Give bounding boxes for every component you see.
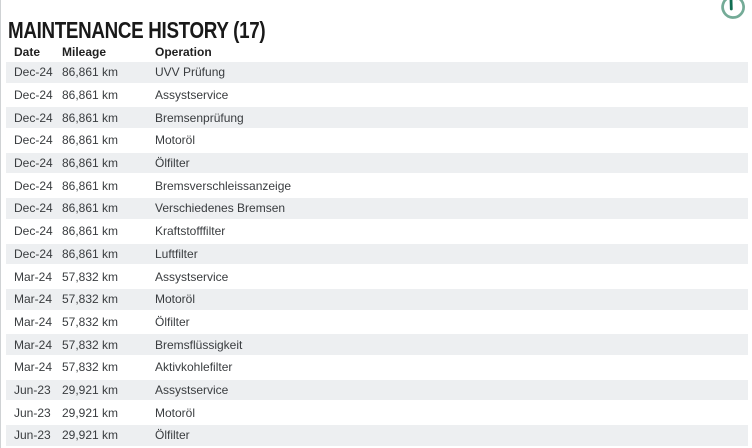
table-row bbox=[6, 425, 748, 448]
cell-mileage: 29,921 km bbox=[62, 382, 119, 397]
cell-mileage: 86,861 km bbox=[62, 224, 119, 239]
cell-date: Jun-23 bbox=[14, 428, 51, 443]
cell-operation: Assystservice bbox=[155, 88, 229, 103]
cell-mileage: 29,921 km bbox=[62, 428, 119, 443]
cell-mileage: 86,861 km bbox=[62, 133, 119, 148]
panel-left-border bbox=[0, 0, 1, 448]
table-row bbox=[6, 244, 748, 267]
table-row bbox=[6, 175, 748, 198]
cell-date: Jun-23 bbox=[14, 382, 51, 397]
cell-mileage: 86,861 km bbox=[62, 246, 119, 261]
table-row bbox=[6, 380, 748, 403]
cell-mileage: 57,832 km bbox=[62, 314, 119, 329]
cell-mileage: 86,861 km bbox=[62, 178, 119, 193]
cell-operation: Ölfilter bbox=[155, 156, 190, 171]
table-row bbox=[6, 153, 748, 176]
cell-date: Mar-24 bbox=[14, 337, 53, 352]
cell-mileage: 57,832 km bbox=[62, 269, 119, 284]
table-row bbox=[6, 334, 748, 357]
cell-operation: Motoröl bbox=[155, 133, 196, 148]
history-icon bbox=[718, 0, 748, 22]
cell-date: Dec-24 bbox=[14, 246, 53, 261]
table-body bbox=[6, 62, 748, 448]
cell-operation: Verschiedenes Bremsen bbox=[155, 201, 286, 216]
cell-date: Mar-24 bbox=[14, 269, 53, 284]
table-header bbox=[6, 44, 748, 60]
cell-operation: Assystservice bbox=[155, 382, 229, 397]
table-row bbox=[6, 221, 748, 244]
cell-date: Dec-24 bbox=[14, 65, 53, 80]
cell-date: Mar-24 bbox=[14, 314, 53, 329]
cell-operation: UVV Prüfung bbox=[155, 65, 226, 80]
cell-mileage: 57,832 km bbox=[62, 360, 119, 375]
cell-operation: Bremsenprüfung bbox=[155, 110, 244, 125]
column-header-mileage: Mileage bbox=[62, 45, 107, 59]
cell-mileage: 57,832 km bbox=[62, 337, 119, 352]
table-row bbox=[6, 312, 748, 335]
table-row bbox=[6, 107, 748, 130]
cell-date: Dec-24 bbox=[14, 156, 53, 171]
cell-operation: Kraftstofffilter bbox=[155, 224, 226, 239]
column-header-date: Date bbox=[14, 45, 41, 59]
cell-mileage: 86,861 km bbox=[62, 201, 119, 216]
table-row bbox=[6, 289, 748, 312]
cell-mileage: 86,861 km bbox=[62, 110, 119, 125]
cell-operation: Aktivkohlefilter bbox=[155, 360, 233, 375]
cell-operation: Bremsverschleissanzeige bbox=[155, 178, 292, 193]
table-row bbox=[6, 266, 748, 289]
cell-operation: Motoröl bbox=[155, 405, 196, 420]
cell-operation: Ölfilter bbox=[155, 314, 190, 329]
cell-date: Dec-24 bbox=[14, 224, 53, 239]
cell-operation: Motoröl bbox=[155, 292, 196, 307]
cell-date: Mar-24 bbox=[14, 292, 53, 307]
cell-operation: Assystservice bbox=[155, 269, 229, 284]
column-header-operation: Operation bbox=[155, 45, 212, 59]
cell-date: Dec-24 bbox=[14, 133, 53, 148]
cell-date: Dec-24 bbox=[14, 201, 53, 216]
cell-date: Mar-24 bbox=[14, 360, 53, 375]
cell-date: Jun-23 bbox=[14, 405, 51, 420]
cell-mileage: 57,832 km bbox=[62, 292, 119, 307]
table-row bbox=[6, 402, 748, 425]
cell-date: Dec-24 bbox=[14, 178, 53, 193]
cell-mileage: 86,861 km bbox=[62, 156, 119, 171]
table-row bbox=[6, 357, 748, 380]
cell-operation: Ölfilter bbox=[155, 428, 190, 443]
table-row bbox=[6, 85, 748, 108]
cell-date: Dec-24 bbox=[14, 110, 53, 125]
table-row bbox=[6, 130, 748, 153]
cell-mileage: 86,861 km bbox=[62, 65, 119, 80]
cell-mileage: 86,861 km bbox=[62, 88, 119, 103]
cell-operation: Bremsflüssigkeit bbox=[155, 337, 243, 352]
page-title: MAINTENANCE HISTORY (17) bbox=[8, 16, 266, 43]
table-row bbox=[6, 198, 748, 221]
cell-date: Dec-24 bbox=[14, 88, 53, 103]
cell-mileage: 29,921 km bbox=[62, 405, 119, 420]
cell-operation: Luftfilter bbox=[155, 246, 198, 261]
table-row bbox=[6, 62, 748, 85]
